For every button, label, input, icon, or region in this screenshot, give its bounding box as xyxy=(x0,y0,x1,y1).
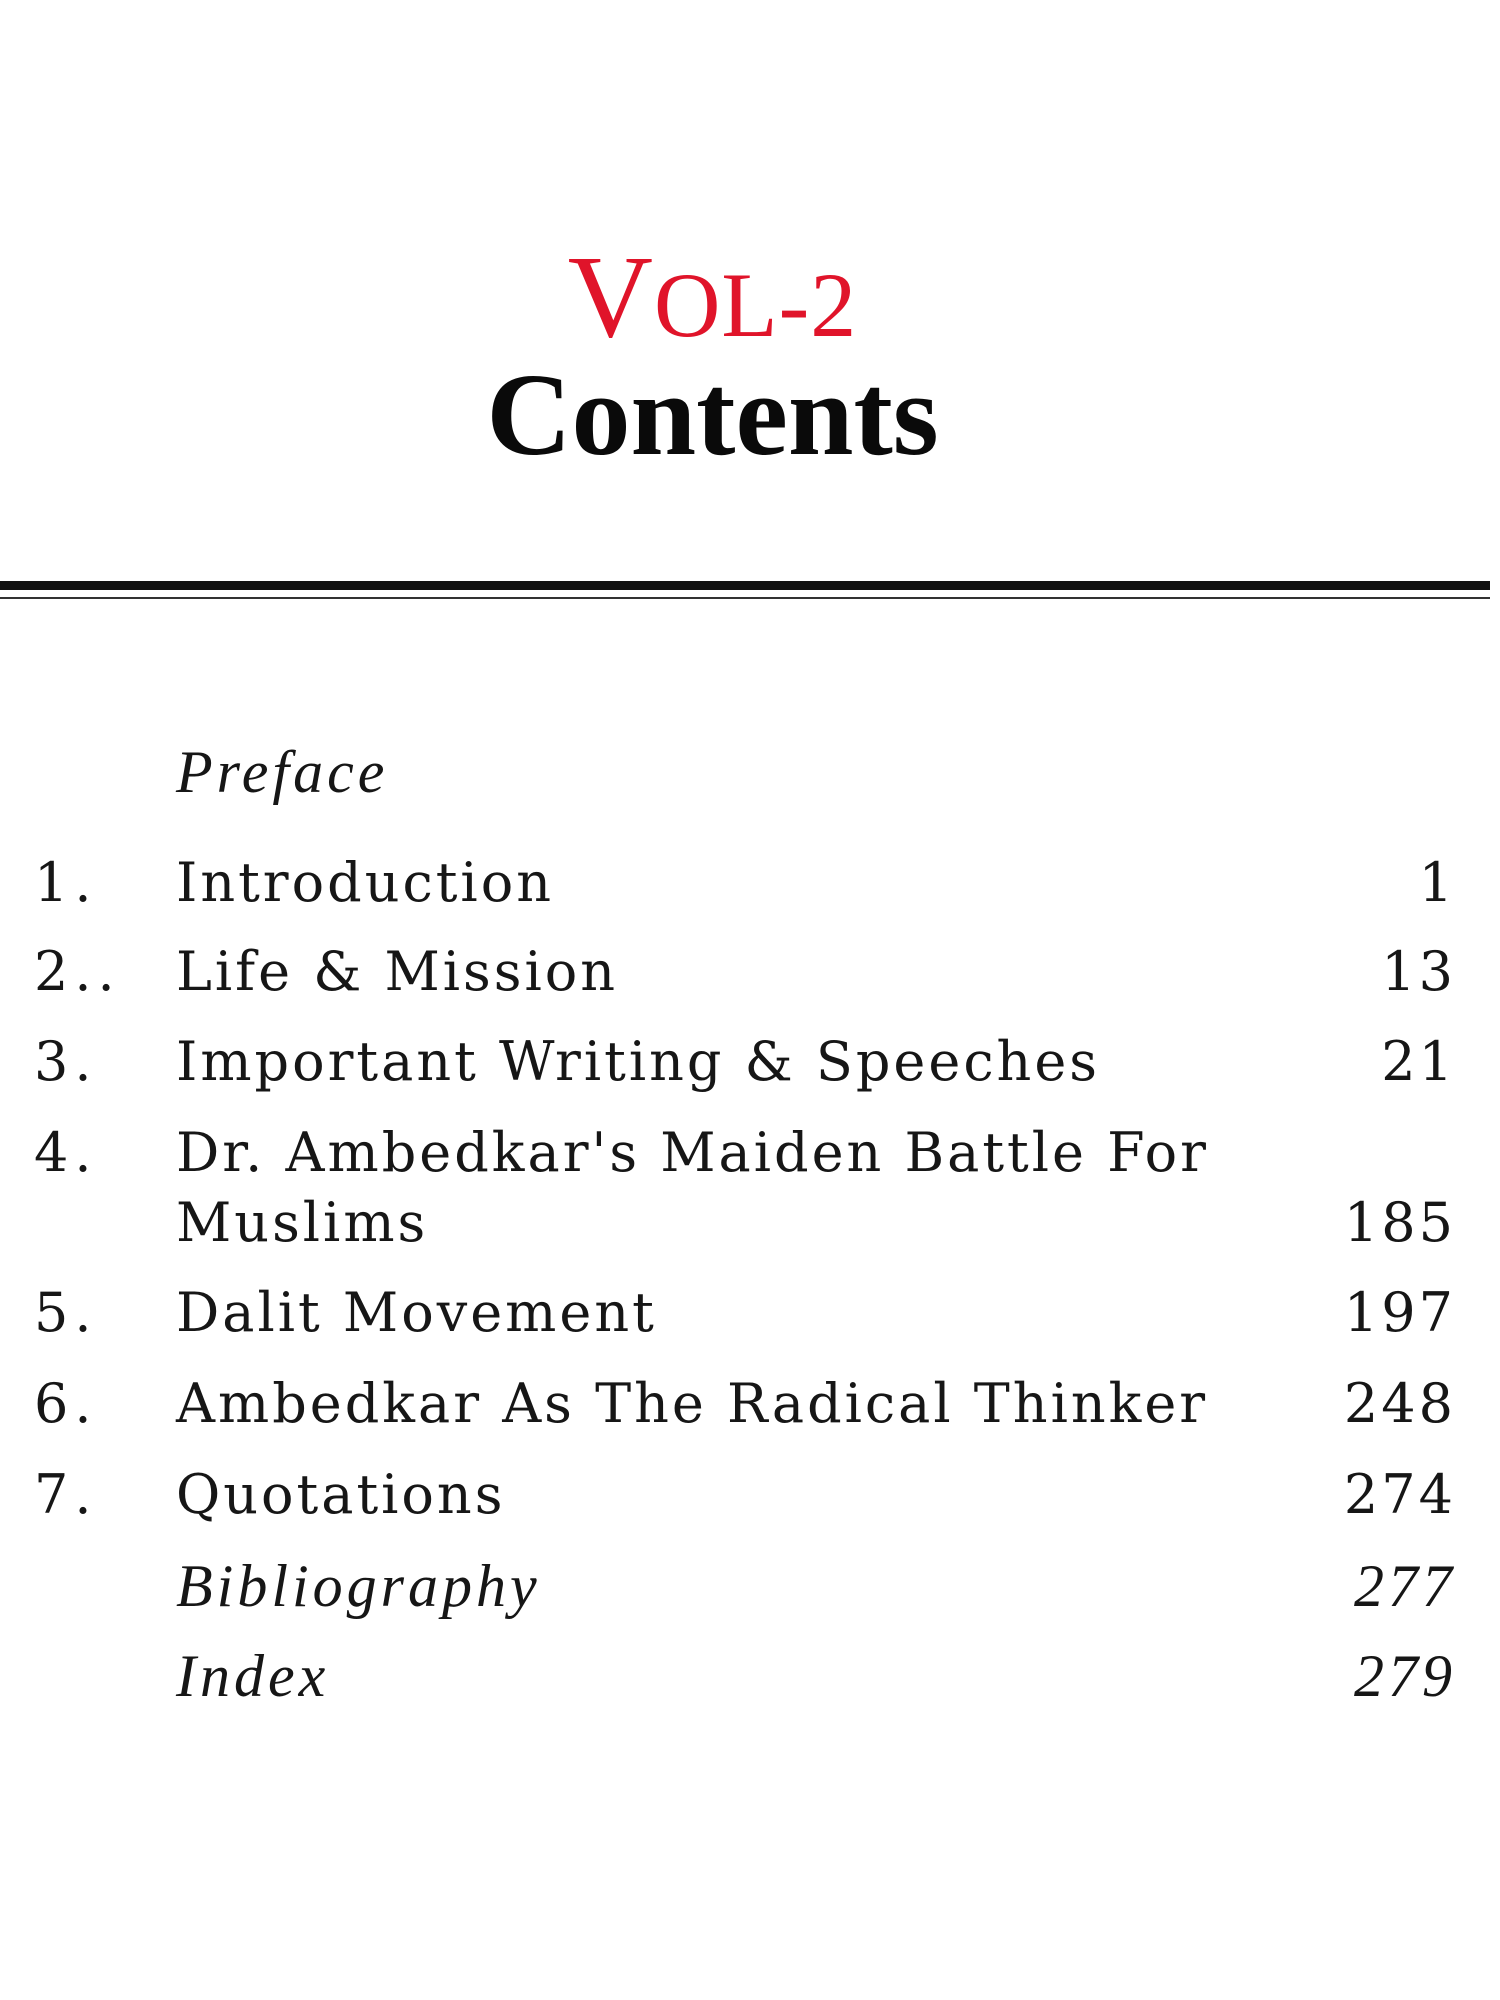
toc-entry-number: 2.. xyxy=(34,940,121,1003)
toc-entry-number: 4. xyxy=(34,1121,98,1184)
toc-entry-title: Life & Mission xyxy=(176,940,619,1003)
toc-entry-title: Important Writing & Speeches xyxy=(176,1030,1101,1093)
divider-thin xyxy=(0,597,1490,599)
toc-entry-page: 274 xyxy=(1343,1463,1456,1526)
toc-entry-title: Bibliography xyxy=(176,1553,541,1619)
page-title: Contents xyxy=(486,349,939,480)
toc-entry-number: 1. xyxy=(34,851,98,914)
toc-entry-page: 197 xyxy=(1343,1281,1456,1344)
toc-entry-page: 248 xyxy=(1343,1372,1456,1435)
toc-entry-number: 7. xyxy=(34,1463,98,1526)
volume-heading-rest: OL-2 xyxy=(653,254,858,356)
toc-entry-title: Quotations xyxy=(176,1463,506,1526)
toc-entry-page: 13 xyxy=(1381,940,1456,1003)
toc-entry-title: Introduction xyxy=(176,851,554,914)
toc-entry-page: 21 xyxy=(1381,1030,1456,1093)
toc-entry-title: Dalit Movement xyxy=(176,1281,657,1344)
toc-entry-title xyxy=(176,1121,1209,1254)
volume-heading xyxy=(0,231,1425,362)
divider-thick xyxy=(0,581,1490,590)
toc-entry-page: 279 xyxy=(1354,1643,1456,1709)
toc-entry-page: 277 xyxy=(1354,1553,1456,1619)
toc-entry-title: Ambedkar As The Radical Thinker xyxy=(176,1372,1209,1435)
toc-entry-number: 3. xyxy=(34,1030,98,1093)
toc-entry-title-line1: Dr. Ambedkar's Maiden Battle For xyxy=(176,1121,1209,1184)
toc-entry-page: 1 xyxy=(1418,851,1456,914)
toc-entry-title: Index xyxy=(176,1643,330,1709)
toc-entry-title: Preface xyxy=(176,739,389,805)
toc-entry-number: 6. xyxy=(34,1372,98,1435)
volume-heading-initial: V xyxy=(567,231,654,362)
toc-entry-number: 5. xyxy=(34,1281,98,1344)
toc-entry-title-line2: Muslims xyxy=(176,1191,429,1254)
toc-entry-page: 185 xyxy=(1343,1191,1456,1254)
